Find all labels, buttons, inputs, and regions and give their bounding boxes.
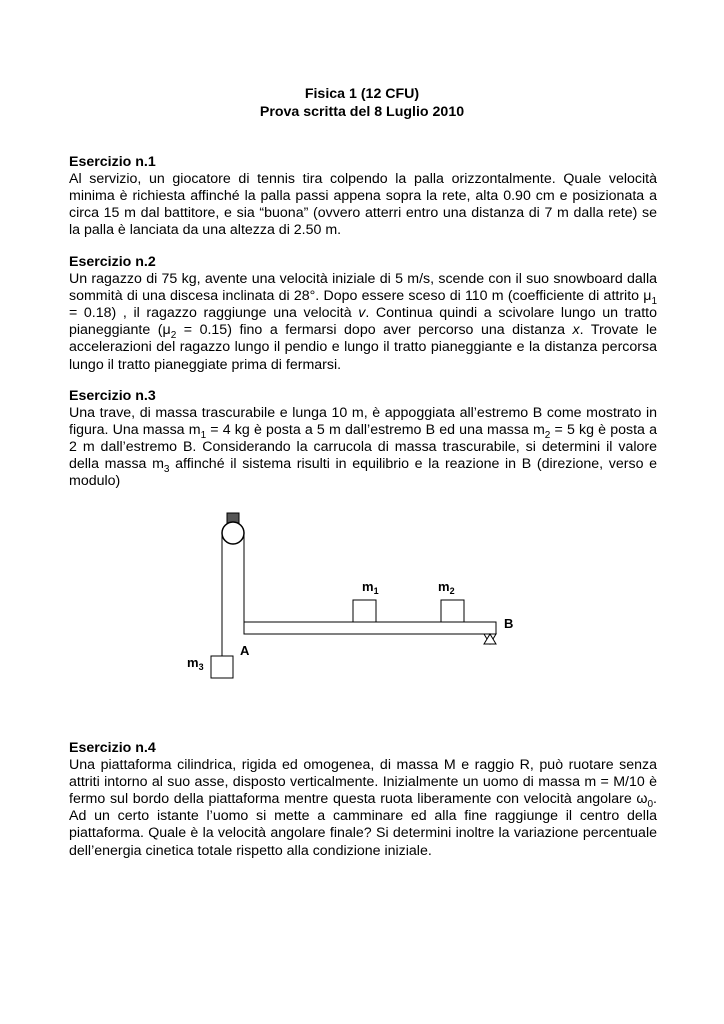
pulley	[222, 522, 244, 544]
exercise-1-text: Al servizio, un giocatore di tennis tira colpendo la palla orizzontalmente. Quale velocità minima è richiesta affinché la palla passi appena sopra la rete, alta 0.90 cm e posizionata a circa 15 m dal battitore, e sia “buona” (ovvero atterri entro una distanza di 7 m dalla rete) se la palla è lanciata da una altezza di 2.50 m.	[69, 171, 657, 239]
exercise-2	[69, 254, 657, 374]
document-title: Fisica 1 (12 CFU)	[304, 86, 420, 102]
beam	[244, 622, 496, 634]
exercise-1-title: Esercizio n.1	[69, 154, 156, 170]
exercise-1	[69, 154, 657, 239]
mass-m2	[441, 600, 464, 622]
document-subtitle: Prova scritta del 8 Luglio 2010	[259, 104, 465, 120]
exercise-4-title: Esercizio n.4	[69, 740, 156, 756]
exercise-4	[69, 740, 657, 860]
mass-m1	[353, 600, 376, 622]
exercise-3-text: Una trave, di massa trascurabile e lunga 10 m, è appoggiata all’estremo B come mostrato in figura. Una massa $m_1 = 4$ kg è posta a 5 m dall’estremo B ed una massa $m_2 = 5$ kg è posta a 2 m dall’estremo B. Considerando la carrucola di massa trascurabile, si determini il valore della massa $m_3$ affinché il sistema risulti in equilibrio e la reazione in B (direzione, verso e modulo)	[69, 405, 658, 490]
label-a: A	[240, 643, 250, 658]
exercise-4-text: Una piattaforma cilindrica, rigida ed omogenea, di massa M e raggio R, può ruotare senza attriti intorno al suo asse, disposto verticalmente. Inizialmente un uomo di massa m = M/10 è fermo sul bordo della piattaforma mentre questa ruota liberamente con velocità angolare $\omega_0$. Ad un certo istante l’uomo si mette a camminare ed alla fine raggiunge il centro della piattaforma. Quale è la velocità angolare finale? Si determini inoltre la variazione percentuale dell’energia cinetica totale rispetto alla condizione iniziale.	[69, 757, 657, 859]
beam-pulley-figure	[180, 508, 520, 688]
label-b: B	[504, 616, 514, 631]
label-m3: $m_3$	[187, 655, 204, 672]
exercise-3	[69, 388, 657, 491]
label-m2: $m_2$	[438, 579, 455, 596]
exercise-3-title: Esercizio n.3	[69, 388, 156, 404]
label-m1: $m_1$	[362, 579, 379, 596]
exercise-2-text: Un ragazzo di 75 kg, avente una velocità iniziale di 5 m/s, scende con il suo snowboard dalla sommità di una discesa inclinata di 28°. Dopo essere sceso di 110 m (coefficiente di attrito $\mu_1 = 0.18$) , il ragazzo raggiunge una velocità v. Continua quindi a scivolare lungo un tratto pianeggiante $(\mu_2 = 0.15)$ fino a fermarsi dopo aver percorso una distanza x. Trovate le accelerazioni del ragazzo lungo il pendio e lungo il tratto pianeggiante e la distanza percorsa lungo il tratto pianeggiate prima di fermarsi.	[69, 271, 657, 373]
mass-m3	[211, 656, 233, 678]
exercise-2-title: Esercizio n.2	[69, 254, 156, 270]
